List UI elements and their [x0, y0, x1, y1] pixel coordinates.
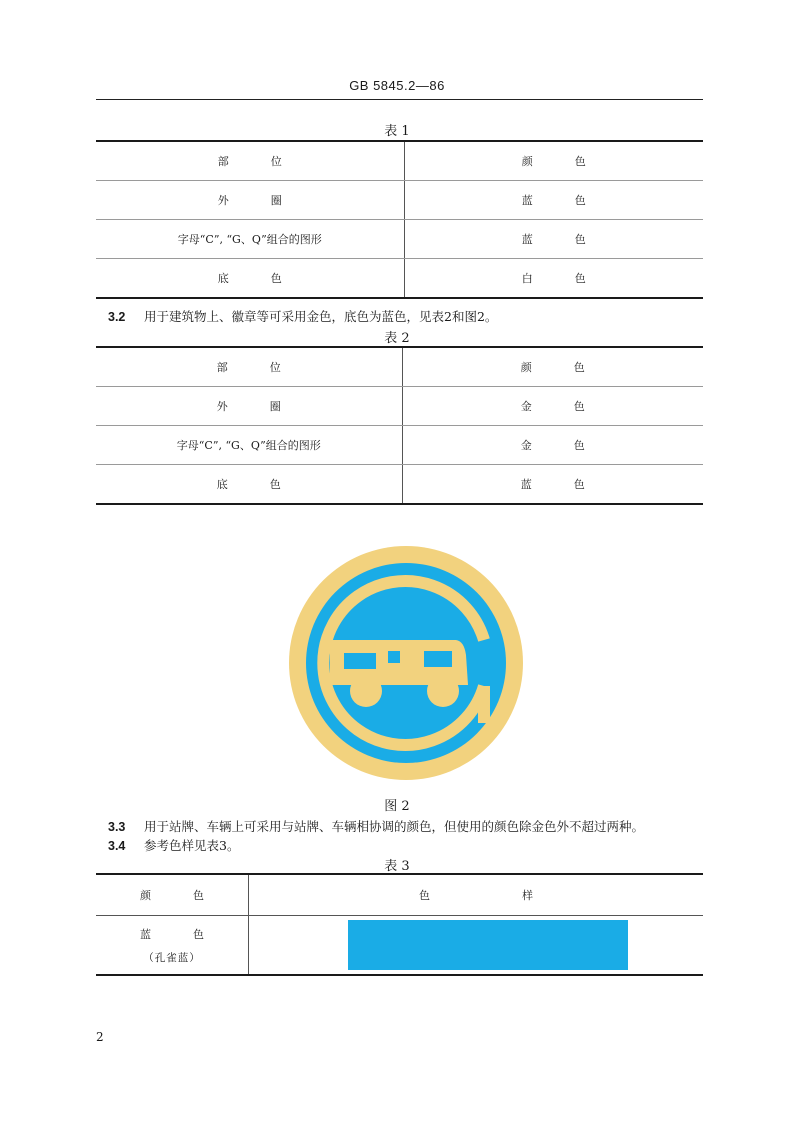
table-cell: 外圈: [96, 181, 404, 220]
table-header-cell: 颜色: [96, 874, 249, 916]
table-cell: 字母“C”, “G、Q”组合的图形: [96, 426, 402, 465]
paragraph-3-2: [108, 307, 497, 325]
table-row: [96, 181, 703, 220]
standard-code-header: GB 5845.2—86: [349, 78, 445, 93]
table-row: [96, 347, 703, 387]
table1: [96, 140, 703, 299]
table2-caption: 表 2: [384, 331, 410, 346]
table-row: [96, 387, 703, 426]
paragraph-3-3: [108, 817, 644, 835]
table-cell: 颜色: [404, 141, 703, 181]
table-cell: 白色: [404, 259, 703, 299]
table-header-cell: 色样: [249, 874, 704, 916]
clause-text: 参考色样见表3。: [144, 838, 240, 853]
paragraph-3-4: [108, 836, 239, 854]
bus-logo-figure: [288, 545, 524, 781]
table-cell: 底色: [96, 465, 402, 505]
clause-text: 用于建筑物上、徽章等可采用金色，底色为蓝色，见表2和图2。: [144, 309, 498, 324]
table-cell: [96, 916, 249, 976]
table-row: [96, 426, 703, 465]
table-row: [96, 916, 703, 976]
header-rule: [96, 99, 703, 100]
table-cell: 蓝色: [404, 220, 703, 259]
table-cell: 蓝色: [402, 465, 703, 505]
color-name: 蓝色: [140, 927, 246, 941]
table2: [96, 346, 703, 505]
bus-logo-icon: [288, 545, 524, 781]
table1-caption: 表 1: [384, 124, 410, 139]
table-cell: 部位: [96, 347, 402, 387]
table-row: [96, 259, 703, 299]
table3-caption: 表 3: [384, 859, 410, 874]
page-number: 2: [96, 1030, 104, 1044]
table3: [96, 873, 703, 976]
table-cell: 外圈: [96, 387, 402, 426]
color-note: （孔雀蓝）: [143, 951, 201, 964]
clause-number: 3.2: [108, 310, 126, 324]
table-cell: 底色: [96, 259, 404, 299]
table-row: [96, 465, 703, 505]
table-cell: 金色: [402, 426, 703, 465]
table-row: [96, 874, 703, 916]
table-cell: 颜色: [402, 347, 703, 387]
figure2-caption: 图 2: [384, 799, 410, 814]
table-cell: 蓝色: [404, 181, 703, 220]
clause-number: 3.3: [108, 820, 126, 834]
color-swatch: [348, 920, 628, 970]
table-cell: 部位: [96, 141, 404, 181]
table-row: [96, 141, 703, 181]
clause-text: 用于站牌、车辆上可采用与站牌、车辆相协调的颜色，但使用的颜色除金色外不超过两种。: [144, 819, 645, 834]
clause-number: 3.4: [108, 839, 126, 853]
table-row: [96, 220, 703, 259]
table-cell: [249, 916, 704, 976]
table-cell: 字母“C”, “G、Q”组合的图形: [96, 220, 404, 259]
table-cell: 金色: [402, 387, 703, 426]
